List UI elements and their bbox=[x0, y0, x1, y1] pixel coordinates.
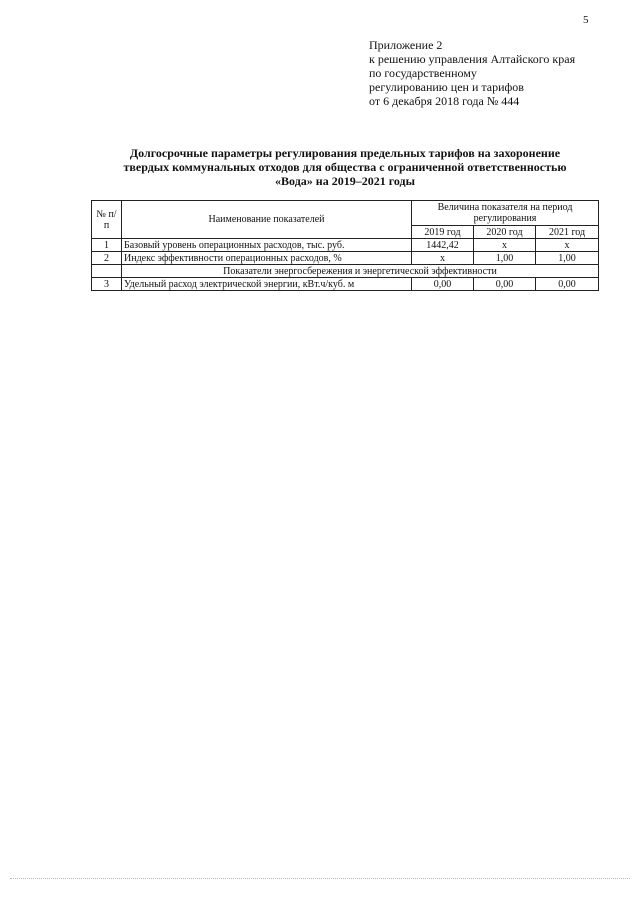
row-num: 1 bbox=[92, 239, 122, 252]
appendix-line: по государственному bbox=[369, 66, 477, 80]
title-line: Долгосрочные параметры регулирования предельных тарифов на захоронение bbox=[129, 146, 561, 160]
section-num-cell bbox=[92, 265, 122, 278]
table-row bbox=[92, 252, 599, 265]
row-value: 1442,42 bbox=[412, 239, 474, 252]
header-year: 2020 год bbox=[474, 226, 536, 239]
section-title: Показатели энергосбережения и энергетической эффективности bbox=[122, 265, 599, 278]
row-num: 3 bbox=[92, 278, 122, 291]
header-value-group: Величина показателя на период регулирования bbox=[412, 201, 599, 226]
page-number: 5 bbox=[583, 14, 589, 26]
row-value: x bbox=[412, 252, 474, 265]
title-line: «Вода» на 2019–2021 годы bbox=[275, 174, 415, 188]
row-value: x bbox=[536, 239, 599, 252]
row-value: 0,00 bbox=[536, 278, 599, 291]
table-row bbox=[92, 278, 599, 291]
appendix-line: регулированию цен и тарифов bbox=[369, 80, 524, 94]
row-name: Базовый уровень операционных расходов, тыс. руб. bbox=[122, 239, 412, 252]
title-line: твердых коммунальных отходов для общества с ограниченной ответственностью bbox=[123, 160, 567, 174]
appendix-line: от 6 декабря 2018 года № 444 bbox=[369, 94, 520, 108]
appendix-line: к решению управления Алтайского края bbox=[369, 52, 576, 66]
header-name: Наименование показателей bbox=[122, 201, 412, 239]
row-value: 0,00 bbox=[412, 278, 474, 291]
table-section-row bbox=[92, 265, 599, 278]
appendix-line: Приложение 2 bbox=[369, 38, 443, 52]
document-title bbox=[90, 146, 600, 188]
row-value: 1,00 bbox=[536, 252, 599, 265]
row-value: 0,00 bbox=[474, 278, 536, 291]
header-year: 2021 год bbox=[536, 226, 599, 239]
header-num: № п/п bbox=[92, 201, 122, 239]
row-value: x bbox=[474, 239, 536, 252]
row-num: 2 bbox=[92, 252, 122, 265]
appendix-block bbox=[369, 38, 575, 108]
table-header-row bbox=[92, 201, 599, 226]
table-row bbox=[92, 239, 599, 252]
parameters-table bbox=[91, 200, 599, 291]
row-value: 1,00 bbox=[474, 252, 536, 265]
header-year: 2019 год bbox=[412, 226, 474, 239]
footer-divider bbox=[10, 878, 630, 879]
row-name: Индекс эффективности операционных расходов, % bbox=[122, 252, 412, 265]
row-name: Удельный расход электрической энергии, кВт.ч/куб. м bbox=[122, 278, 412, 291]
